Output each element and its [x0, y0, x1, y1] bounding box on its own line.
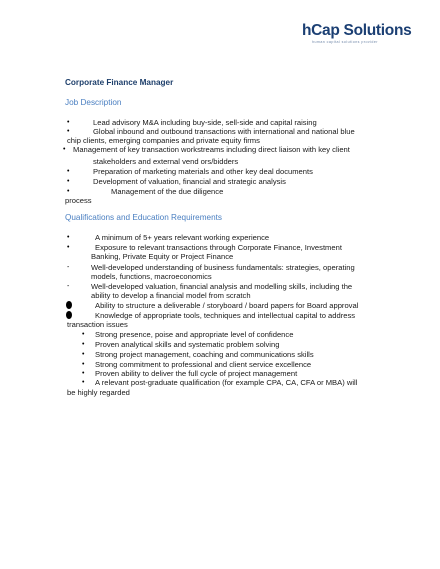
large-bullet-icon — [66, 311, 72, 319]
logo-text: hCap Solutions — [302, 22, 412, 39]
jd-line: stakeholders and external vend ors/bidders — [93, 157, 239, 166]
qual-line: Exposure to relevant transactions through Corporate Finance, Investment — [95, 243, 342, 252]
qual-line: Strong project management, coaching and communications skills — [95, 350, 314, 359]
bullet-icon: • — [82, 361, 85, 368]
qual-line: Proven ability to deliver the full cycle of project management — [95, 369, 298, 378]
qual-line: A minimum of 5+ years relevant working experience — [95, 233, 270, 242]
qual-line: ability to develop a financial model from scratch — [91, 291, 251, 300]
logo-tagline: human capital solutions provider — [312, 40, 378, 44]
qual-line: Ability to structure a deliverable / storyboard / board papers for Board approval — [95, 301, 359, 310]
page-title: Corporate Finance Manager — [65, 78, 174, 87]
jd-line: Management of key transaction workstreams including direct liaison with key client — [73, 145, 350, 154]
qual-line: Banking, Private Equity or Project Finance — [91, 252, 234, 261]
dash-bullet-icon: - — [67, 283, 70, 290]
jd-line: Development of valuation, financial and strategic analysis — [93, 177, 286, 186]
qual-line: A relevant post-graduate qualification (for example CPA, CA, CFA or MBA) will — [95, 378, 358, 387]
section-heading-job-description: Job Description — [65, 98, 122, 107]
bullet-icon: • — [82, 331, 85, 338]
bullet-icon: • — [67, 119, 70, 126]
jd-line: Lead advisory M&A including buy-side, sell-side and capital raising — [93, 118, 317, 127]
qual-line: be highly regarded — [67, 388, 130, 397]
bullet-icon: • — [67, 188, 70, 195]
jd-line: chip clients, emerging companies and private equity firms — [67, 136, 260, 145]
jd-line: process — [65, 196, 92, 205]
bullet-icon: • — [67, 178, 70, 185]
bullet-icon: • — [67, 244, 70, 251]
bullet-icon: • — [67, 128, 70, 135]
bullet-icon: • — [82, 341, 85, 348]
dash-bullet-icon: - — [67, 264, 70, 271]
qual-line: Knowledge of appropriate tools, techniques and intellectual capital to address — [95, 311, 356, 320]
large-bullet-icon — [66, 301, 72, 309]
qual-line: Well-developed valuation, financial analysis and modelling skills, including the — [91, 282, 353, 291]
bullet-icon: • — [82, 351, 85, 358]
jd-line: Global inbound and outbound transactions with international and national blue — [93, 127, 355, 136]
company-logo — [302, 22, 412, 50]
bullet-icon: • — [82, 370, 85, 377]
bullet-icon: • — [82, 379, 85, 386]
qual-line: Proven analytical skills and systematic problem solving — [95, 340, 280, 349]
section-heading-qualifications: Qualifications and Education Requirements — [65, 213, 223, 222]
bullet-icon: • — [67, 168, 70, 175]
bullet-icon: • — [63, 146, 66, 153]
qual-line: Strong commitment to professional and client service excellence — [95, 360, 312, 369]
jd-line: Preparation of marketing materials and other key deal documents — [93, 167, 313, 176]
bullet-icon: • — [67, 234, 70, 241]
jd-line: Management of the due diligence — [111, 187, 224, 196]
qual-line: Strong presence, poise and appropriate level of confidence — [95, 330, 294, 339]
qual-line: models, functions, macroeconomics — [91, 272, 212, 281]
qual-line: Well-developed understanding of business fundamentals: strategies, operating — [91, 263, 355, 272]
qual-line: transaction issues — [67, 320, 128, 329]
